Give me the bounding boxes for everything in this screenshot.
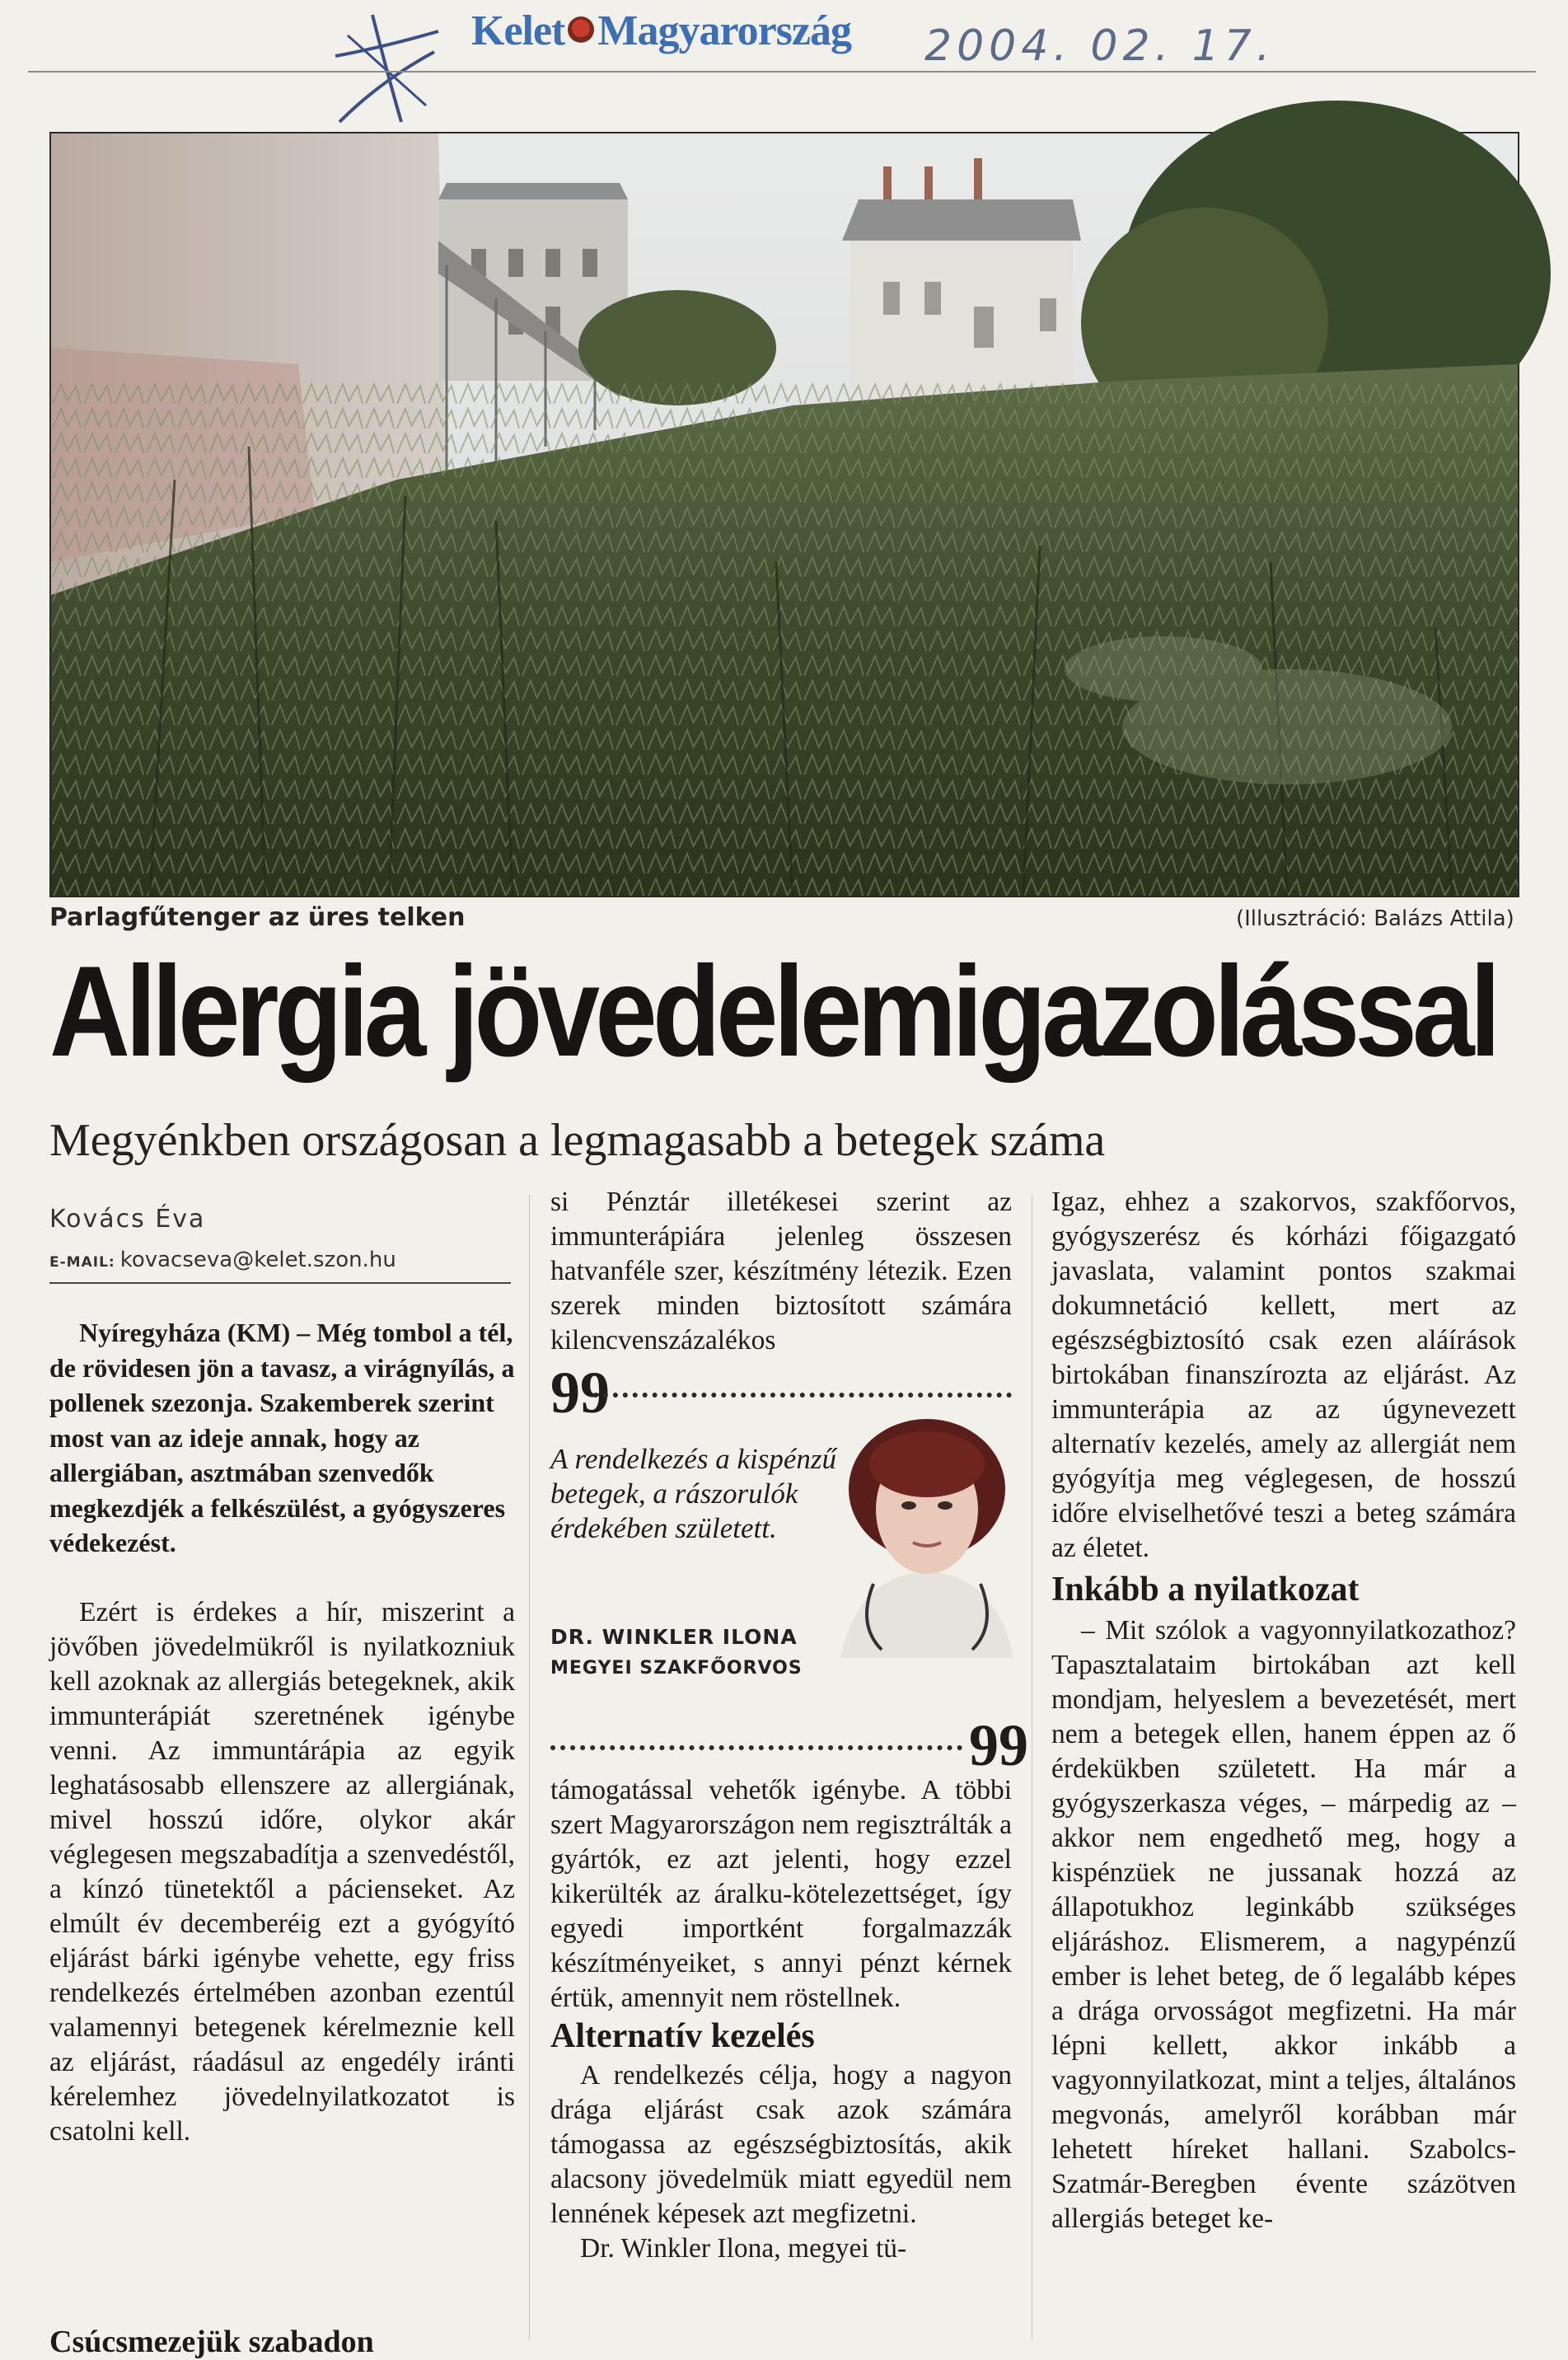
author-email-line [49, 1248, 396, 1272]
quote-dotted-rule-bottom [550, 1745, 962, 1750]
article-headline: Allergia jövedelemigazolással [49, 939, 1496, 1084]
article-photo [49, 132, 1519, 897]
open-quote-mark: 99 [550, 1360, 610, 1426]
masthead-left: Kelet [471, 7, 565, 54]
author-name: Kovács Éva [49, 1205, 206, 1234]
pull-quote-attribution [550, 1622, 803, 1684]
handwritten-scribble [323, 7, 447, 133]
header-rule [28, 71, 1536, 73]
author-email: kovacsevа@kelet.szon.hu [119, 1248, 396, 1272]
pull-quote-name: DR. WINKLER ILONA [550, 1625, 798, 1649]
masthead-seal-icon [568, 16, 594, 43]
masthead-right: Magyarország [597, 7, 851, 54]
article-subheadline: Megyénkben országosan a legmagasabb a betegek száma [49, 1115, 1106, 1166]
body-paragraph-4: A rendelkezés célja, hogy a nagyon drága eljárást csak azok számára támogassa az egészségbiztosítás, akik alacsony jövedelmük miatt egyedül nem lennének képesek azt megfizetni. [550, 2060, 1012, 2229]
byline-rule [49, 1282, 511, 1284]
body-paragraph-5: Igaz, ehhez a szakorvos, szakfőorvos, gyógyszerész és kórházi főigazgató javaslata, valamint pontos szakmai dokumnetáció kellett, mert az egészségbiztosító csak ezen aláírások birtokában finanszírozta az eljárást. Az immunterápia az az úgynevezett alternatív kezelés, amely az allergiát nem gyógyítja meg véglegesen, de hosszú időre elviselhetővé teszi a beteg számára az életet. [1051, 1187, 1516, 1563]
column-2-top [550, 1185, 1012, 1358]
pull-quote-title: MEGYEI SZAKFŐORVOS [550, 1658, 803, 1679]
subheading-alternativ: Alternatív kezelés [550, 2017, 815, 2055]
body-paragraph-6: – Mit szólok a vagyonnyilatkozathoz? Tapasztalataim birtokában azt kell mondjam, helyeslem a bevezetését, mert nem a betegek ellen, hanem éppen az ő érdekükben született. Ha már a gyógyszerkasza véges, – márpedig az – akkor nem engedhető meg, hogy a kispénzüek ne jussanak hozzá az állapotukhoz leginkább szükséges eljáráshoz. Elismerem, a nagypénzű ember is lehet beteg, de ő legalább képes a drága orvosságot megfizetni. Ha már lépni kellett, akkor inkább a vagyonnyilatkozat, mint a teljes, általános megvonás, amelyről korábban már lehetett híreket hallani. Szabolcs-Szatmár-Beregben évente százötven allergiás beteget ke- [1051, 1615, 1516, 2234]
photo-caption: Parlagfűtenger az üres telken [49, 903, 466, 932]
lead-paragraph: Nyíregyháza (KM) – Még tombol a tél, de rövidesen jön a tavasz, a virágnyílás, a pollenek szezonja. Szakemberek szerint most van az ideje annak, hogy az allergiában, asztmában szenvedők megkezdjék a felkészülést, a gyógyszeres védekezést. [49, 1318, 515, 1557]
handwritten-date: 2004. 02. 17. [924, 21, 1275, 71]
portrait-photo [824, 1411, 1030, 1658]
photo-credit: (Illusztráció: Balázs Attila) [1236, 906, 1514, 931]
body-paragraph-3: támogatással vehetők igénybe. A többi szert Magyarországon nem regisztrálták a gyártók, ez azt jelenti, hogy ezzel kikerülték az áralku-kötelezettséget, így egyedi importként forgalmazzák készítményeiket, s annyi pénzt kérnek értük, amennyit nem röstellnek. [550, 1775, 1012, 2013]
column-2-bottom [550, 1773, 1012, 2264]
pull-quote-text: A rendelkezés a kispénzű betegek, a rászorulók érdekében született. [550, 1443, 836, 1544]
subheading-nyilatkozat: Inkább a nyilatkozat [1051, 1571, 1360, 1608]
column-3 [1051, 1185, 1516, 2236]
body-paragraph-2: si Pénztár illetékesei szerint az immunterápiára jelenleg összesen hatvanféle szer, készítmény létezik. Ezen szerek minden biztosított számára kilencvenszázalékos [550, 1187, 1012, 1356]
cut-off-heading: Csúcsmezejük szabadon [49, 2325, 374, 2359]
close-quote-mark: 99 [969, 1712, 1028, 1778]
column-1 [49, 1315, 515, 2149]
body-paragraph-cut: Dr. Winkler Ilona, megyei tü- [580, 2233, 907, 2264]
email-label: E-MAIL: [49, 1254, 115, 1271]
column-rule-1 [529, 1195, 530, 2340]
newspaper-masthead [471, 7, 851, 55]
body-paragraph-1: Ezért is érdekes a hír, miszerint a jövőben jövedelmükről is nyilatkozniuk kell azoknak az allergiás betegeknek, akik immunterápiát szeretnének igénybe venni. Az immuntárápia az egyik leghatásosabb ellenszere az allergiának, mivel hosszú időre, olykor akár véglegesen megszabadítja a szenvedéstől, a kínzó tünetektől a pácienseket. Az elmúlt év decemberéig ezt a gyógyító eljárást bárki igénybe vehette, egy friss rendelkezés értelmében azonban ezentúl valamennyi betegenek kérelmeznie kell az eljárást, ráadásul az engedély iránti kérelemhez jövedelnyilatkozatot is csatolni kell. [49, 1596, 515, 2147]
quote-dotted-rule-top [593, 1393, 1012, 1398]
